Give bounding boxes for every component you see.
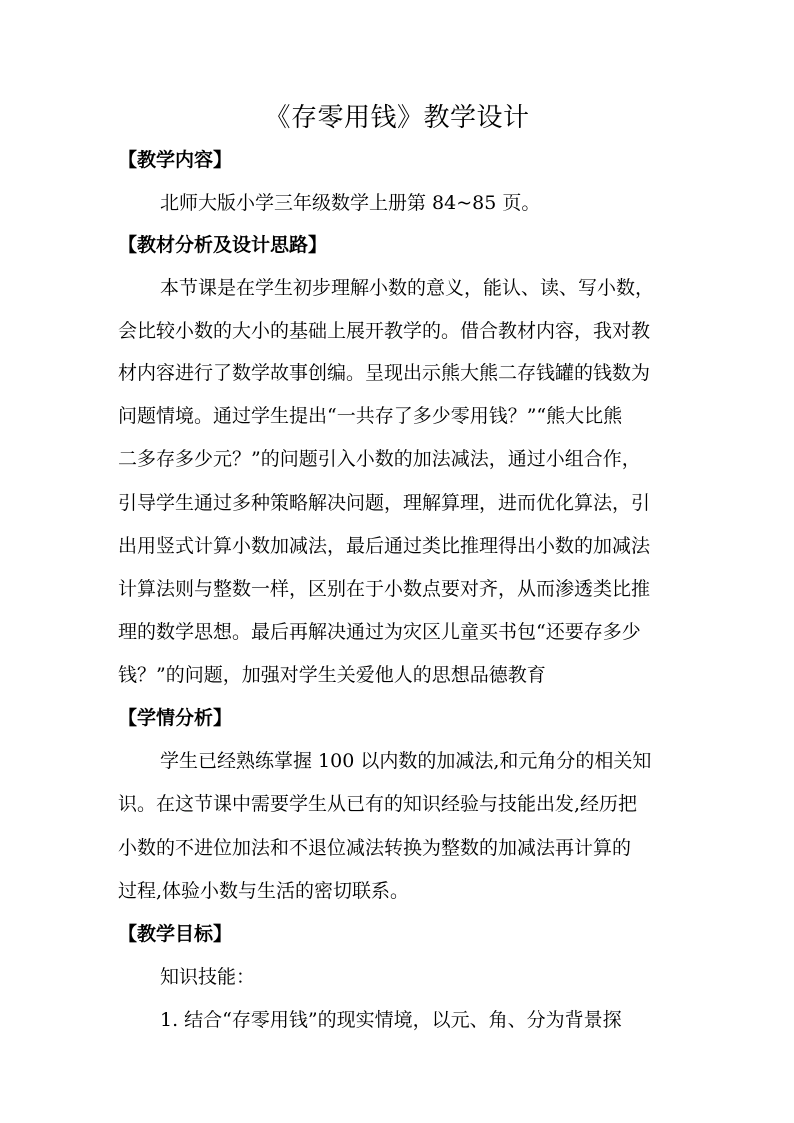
paragraph-line: 知识技能： — [160, 966, 256, 988]
paragraph-line: 钱？”的问题，加强对学生关爱他人的思想品德教育 — [118, 664, 546, 686]
paragraph-line: 二多存多少元？”的问题引入小数的加法减法，通过小组合作， — [118, 448, 641, 470]
section-heading-student-analysis: 【学情分析】 — [118, 707, 233, 729]
paragraph-line: 引导学生通过多种策略解决问题，理解算理，进而优化算法，引 — [118, 492, 651, 514]
section-heading-teaching-goals: 【教学目标】 — [118, 923, 233, 945]
section-heading-teaching-content: 【教学内容】 — [118, 149, 233, 171]
section-heading-material-analysis: 【教材分析及设计思路】 — [118, 234, 328, 256]
paragraph-line: 过程,体验小数与生活的密切联系。 — [118, 880, 410, 902]
paragraph-line: 会比较小数的大小的基础上展开教学的。借合教材内容，我对教 — [118, 320, 651, 342]
paragraph-line: 问题情境。通过学生提出“一共存了多少零用钱？”“熊大比熊 — [118, 405, 623, 427]
paragraph-line: 北师大版小学三年级数学上册第 84~85 页。 — [160, 192, 541, 214]
paragraph-line: 出用竖式计算小数加减法，最后通过类比推理得出小数的加减法 — [118, 535, 651, 557]
paragraph-line: 识。在这节课中需要学生从已有的知识经验与技能出发,经历把 — [118, 793, 638, 815]
paragraph-line: 材内容进行了数学故事创编。呈现出示熊大熊二存钱罐的钱数为 — [118, 362, 651, 384]
paragraph-line: 本节课是在学生初步理解小数的意义，能认、读、写小数， — [160, 277, 655, 299]
paragraph-line: 计算法则与整数一样，区别在于小数点要对齐，从而渗透类比推 — [118, 578, 651, 600]
paragraph-line: 1. 结合“存零用钱”的现实情境，以元、角、分为背景探 — [160, 1009, 622, 1031]
paragraph-line: 小数的不进位加法和不退位减法转换为整数的加减法再计算的 — [118, 837, 632, 859]
paragraph-line: 理的数学思想。最后再解决通过为灾区儿童买书包“还要存多少 — [118, 621, 641, 643]
paragraph-line: 学生已经熟练掌握 100 以内数的加减法,和元角分的相关知 — [160, 750, 652, 772]
document-title: 《存零用钱》教学设计 — [264, 103, 530, 133]
